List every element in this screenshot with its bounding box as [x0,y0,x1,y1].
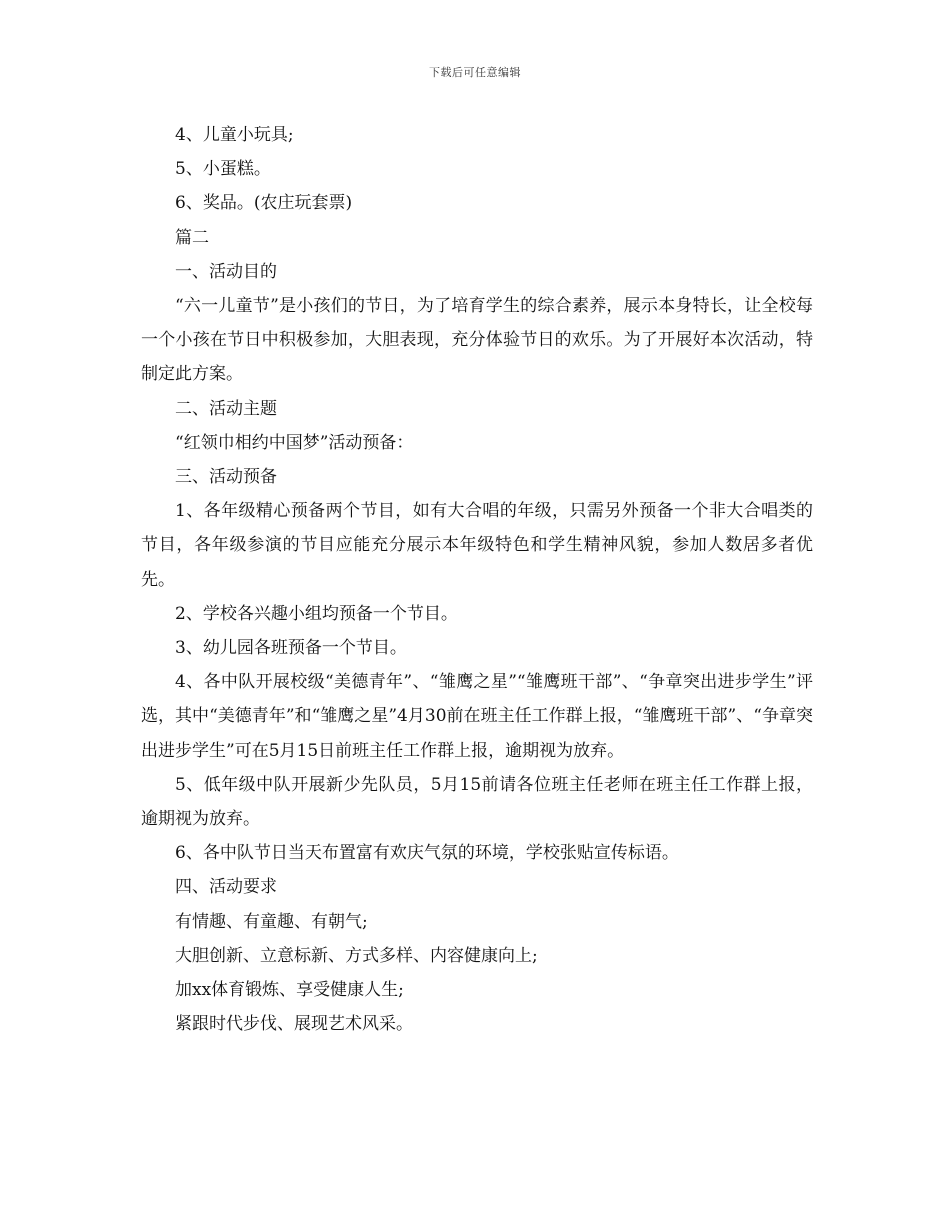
paragraph-prep-1: 1、各年级精心预备两个节目，如有大合唱的年级，只需另外预备一个非大合唱类的节目，各年级参演的节目应能充分展示本年级特色和学生精神风貌，参加人数居多者优先。 [141,501,813,590]
requirement-2: 大胆创新、立意标新、方式多样、内容健康向上; [175,945,538,966]
paragraph-prep-3: 3、幼儿园各班预备一个节目。 [175,638,407,659]
paragraph-prep-2: 2、学校各兴趣小组均预备一个节目。 [175,603,458,624]
list-item-cake: 5、小蛋糕。 [175,159,271,180]
page-header: 下载后可任意编辑 [429,66,521,79]
requirement-4: 紧跟时代步伐、展现艺术风采。 [175,1014,413,1035]
paragraph-prep-5: 5、低年级中队开展新少先队员，5月15前请各位班主任老师在班主任工作群上报，逾期视为放弃。 [141,774,813,830]
requirement-1: 有情趣、有童趣、有朝气; [175,911,368,932]
heading-activity-requirements: 四、活动要求 [175,877,277,898]
document-body [141,118,813,1041]
requirement-3: 加xx体育锻炼、享受健康人生; [175,980,404,1001]
list-item-prizes: 6、奖品。(农庄玩套票) [175,193,353,214]
heading-activity-preparation: 三、活动预备 [175,467,277,488]
heading-activity-purpose: 一、活动目的 [175,261,277,282]
section-heading-part-two: 篇二 [175,227,209,248]
paragraph-activity-theme: “红领巾相约中国梦”活动预备： [175,432,414,453]
heading-activity-theme: 二、活动主题 [175,398,277,419]
paragraph-prep-4: 4、各中队开展校级“美德青年”、“雏鹰之星”“雏鹰班干部”、“争章突出进步学生”评选，其中“美德青年”和“雏鹰之星”4月30前在班主任工作群上报，“雏鹰班干部”、“争章突出进步学生”可在5月15日前班主任工作群上报，逾期视为放弃。 [141,672,813,761]
paragraph-prep-6: 6、各中队节日当天布置富有欢庆气氛的环境，学校张贴宣传标语。 [175,843,679,864]
list-item-toys: 4、儿童小玩具; [175,125,294,145]
paragraph-activity-purpose: “六一儿童节”是小孩们的节日，为了培育学生的综合素养，展示本身特长，让全校每一个小孩在节日中积极参加，大胆表现，充分体验节日的欢乐。为了开展好本次活动，特制定此方案。 [141,296,813,385]
